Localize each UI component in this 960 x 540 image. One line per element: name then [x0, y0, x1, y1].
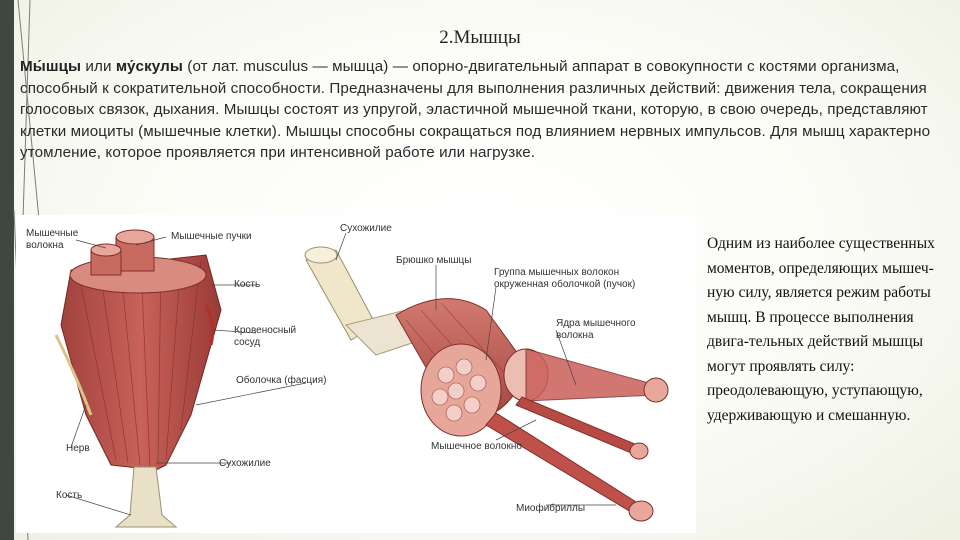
intro-text: (от лат. musculus — мышца) — опорно-двигательный аппарат в совокупности с костями организма, способный к сократительной способности. Предназначены для выполнения различных действий: движения тела, сокращения голосовых связок, дыхания. Мышцы состоят из упругой, эластичной мышечной ткани, которую, в свою очередь, представляют клетки миоциты (мышечные клетки). Мышцы способны сокращаться под влиянием нервных импульсов. Для мышц характерно утомление, которое проявляется при интенсивной работе или нагрузке.: [20, 58, 931, 161]
label-nerve: Нерв: [66, 443, 90, 454]
label-tendon-top: Сухожилие: [340, 223, 392, 234]
label-belly: Брюшко мышцы: [396, 255, 472, 266]
label-myofibrils: Миофибриллы: [516, 503, 586, 514]
muscle-structure-figure: [16, 215, 696, 533]
term-muskuly: му́скулы: [115, 58, 183, 75]
label-sheath: Оболочка (фасция): [236, 375, 327, 386]
label-bone-top: Кость: [234, 279, 261, 290]
label-muscle-fiber: Мышечное волокно: [431, 441, 522, 452]
label-tendon-bottom: Сухожилие: [219, 458, 271, 469]
label-muscle-fibers: Мышечные волокна: [26, 228, 79, 251]
side-paragraph: Одним из наиболее существенных моментов, определяющих мышеч-ную силу, является режим работы мышц. В процессе выполнения двига-тельных действий мышцы могут проявлять силу: преодолевающую, уступающую, удерживающую и смешанную.: [707, 235, 935, 424]
label-bone-bottom: Кость: [56, 490, 83, 501]
slide-title: 2.Мышцы: [439, 27, 521, 48]
term-myshtsy: Мы́шцы: [20, 58, 82, 75]
label-muscle-bundles: Мышечные пучки: [171, 231, 252, 242]
muscle-illustration: [16, 215, 696, 533]
intro-paragraph: [20, 56, 950, 164]
label-fiber-group: Группа мышечных волокон окруженная оболочкой (пучок): [494, 267, 636, 290]
label-blood-vessel: Кровеносный сосуд: [234, 325, 297, 348]
intro-or: или: [81, 58, 116, 75]
label-nuclei: Ядра мышечного волокна: [556, 318, 636, 341]
